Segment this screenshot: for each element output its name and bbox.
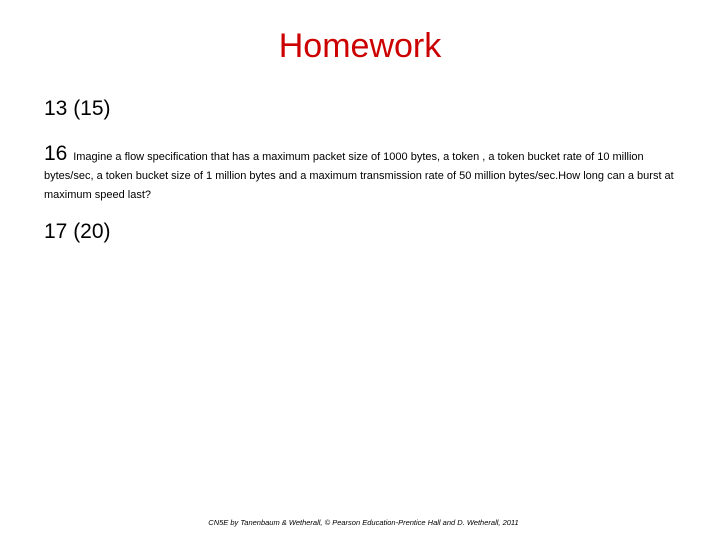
footer-copyright <box>0 518 720 527</box>
footer-text: CN5E by Tanenbaum & Wetherall, © Pearson Education-Prentice Hall and D. Wetherall, 2011 <box>208 518 519 527</box>
homework-item-13: 13 (15) <box>44 97 111 120</box>
homework-item-16 <box>44 142 684 203</box>
homework-item-17: 17 (20) <box>44 220 111 243</box>
homework-item-16-question: Imagine a flow specification that has a maximum packet size of 1000 bytes, a token , a token bucket rate of 10 million bytes/sec, a token bucket size of 1 million bytes and a maximum transmission rate of 50 million bytes/sec.How long can a burst at maximum speed last? <box>44 151 674 201</box>
homework-item-16-number: 16 <box>44 142 68 165</box>
slide-title: Homework <box>278 27 442 65</box>
